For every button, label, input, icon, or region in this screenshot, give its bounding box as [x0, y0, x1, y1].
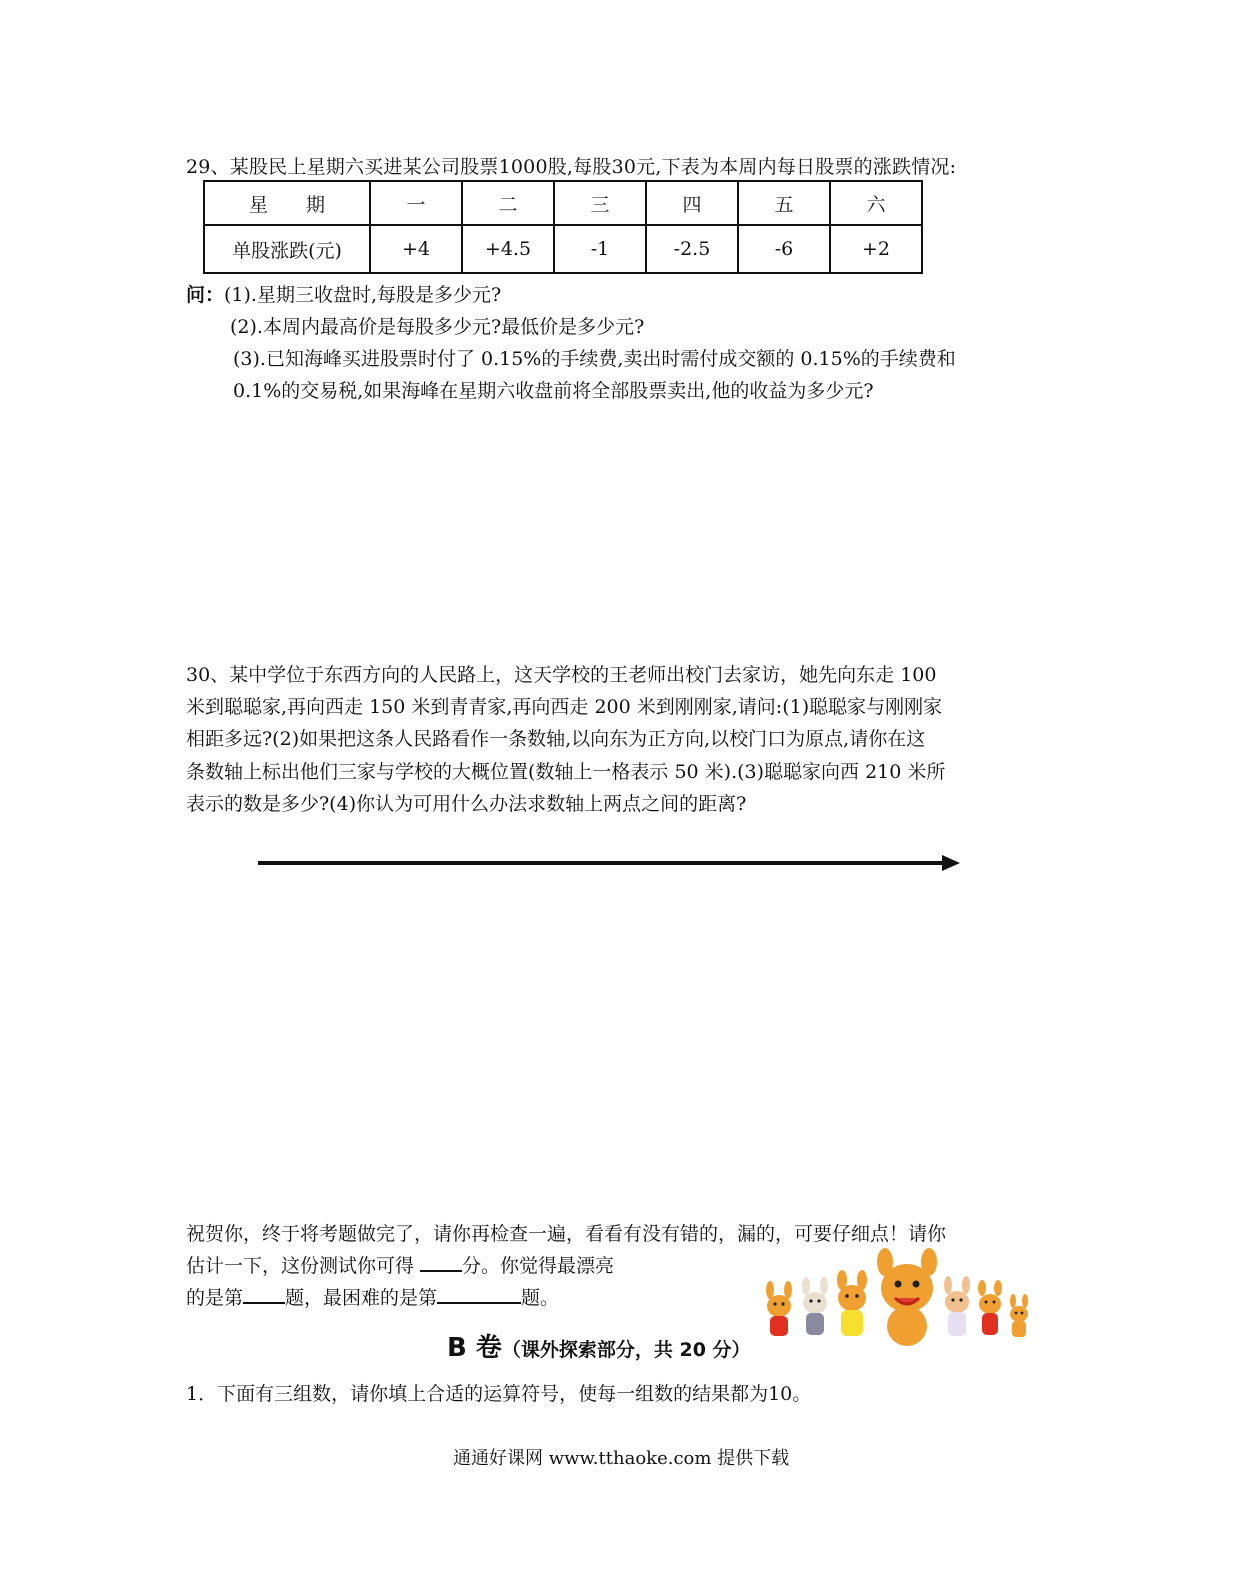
closing-text: 的是第 — [186, 1287, 244, 1309]
table-row — [204, 225, 922, 273]
day-cell: 一 — [370, 181, 462, 225]
closing-text: 估计一下，这份测试你可得 — [186, 1255, 421, 1277]
closing-text: 题，最困难的是第 — [285, 1287, 438, 1309]
closing-text: 分。你觉得最漂亮 — [462, 1255, 615, 1277]
closing-text: 题。 — [521, 1287, 560, 1309]
score-blank — [420, 1269, 462, 1272]
ask-prefix: 问： — [186, 284, 225, 306]
change-cell: -1 — [554, 225, 646, 273]
change-cell: +2 — [830, 225, 922, 273]
section-b-title — [447, 1327, 751, 1364]
table-header-label: 星 期 — [204, 181, 370, 225]
day-cell: 三 — [554, 181, 646, 225]
question-30-line-3: 相距多远?(2)如果把这条人民路看作一条数轴,以向东为正方向,以校门口为原点,请你在这 — [186, 728, 926, 750]
change-cell: -6 — [738, 225, 830, 273]
table-row — [204, 181, 922, 225]
question-30-line-5: 表示的数是多少?(4)你认为可用什么办法求数轴上两点之间的距离? — [186, 793, 747, 815]
question-30-line-2: 米到聪聪家,再向西走 150 米到青青家,再向西走 200 米到刚刚家,请问:(1)聪聪家与刚刚家 — [186, 696, 943, 718]
closing-line-2 — [186, 1251, 614, 1278]
sub-question-2: (2).本周内最高价是每股多少元?最低价是多少元? — [230, 316, 645, 338]
change-cell: +4.5 — [462, 225, 554, 273]
sub-question-3-line-2: 0.1%的交易税,如果海峰在星期六收盘前将全部股票卖出,他的收益为多少元? — [233, 380, 874, 402]
question-29-ask — [186, 280, 501, 307]
section-b-question-1: 1．下面有三组数，请你填上合适的运算符号，使每一组数的结果都为10。 — [186, 1383, 812, 1405]
day-cell: 四 — [646, 181, 738, 225]
closing-line-3 — [186, 1283, 559, 1310]
best-question-blank — [243, 1301, 285, 1304]
section-b-subtitle: （课外探索部分，共 20 分） — [501, 1339, 751, 1361]
day-cell: 六 — [830, 181, 922, 225]
number-line — [258, 861, 946, 865]
change-cell: +4 — [370, 225, 462, 273]
day-cell: 二 — [462, 181, 554, 225]
cartoon-mascots-illustration — [757, 1248, 1037, 1352]
stock-change-table — [203, 180, 923, 274]
number-line-arrow-icon — [942, 855, 960, 871]
section-b-label: B 卷 — [447, 1333, 502, 1363]
sub-question-1: (1).星期三收盘时,每股是多少元? — [224, 284, 502, 306]
sub-question-3-line-1: (3).已知海峰买进股票时付了 0.15%的手续费,卖出时需付成交额的 0.15%的手续费和 — [233, 348, 956, 370]
question-30-line-1: 30、某中学位于东西方向的人民路上，这天学校的王老师出校门去家访，她先向东走 100 — [186, 664, 937, 686]
table-row-label: 单股涨跌(元) — [204, 225, 370, 273]
closing-line-1: 祝贺你，终于将考题做完了，请你再检查一遍，看看有没有错的，漏的，可要仔细点！请你 — [186, 1223, 947, 1245]
footer-credit: 通通好课网 www.tthaoke.com 提供下载 — [453, 1448, 790, 1469]
question-29-title: 29、某股民上星期六买进某公司股票1000股,每股30元,下表为本周内每日股票的涨跌情况: — [186, 156, 957, 178]
hardest-question-blank — [437, 1301, 521, 1304]
change-cell: -2.5 — [646, 225, 738, 273]
question-30-line-4: 条数轴上标出他们三家与学校的大概位置(数轴上一格表示 50 米).(3)聪聪家向西 210 米所 — [186, 761, 946, 783]
day-cell: 五 — [738, 181, 830, 225]
